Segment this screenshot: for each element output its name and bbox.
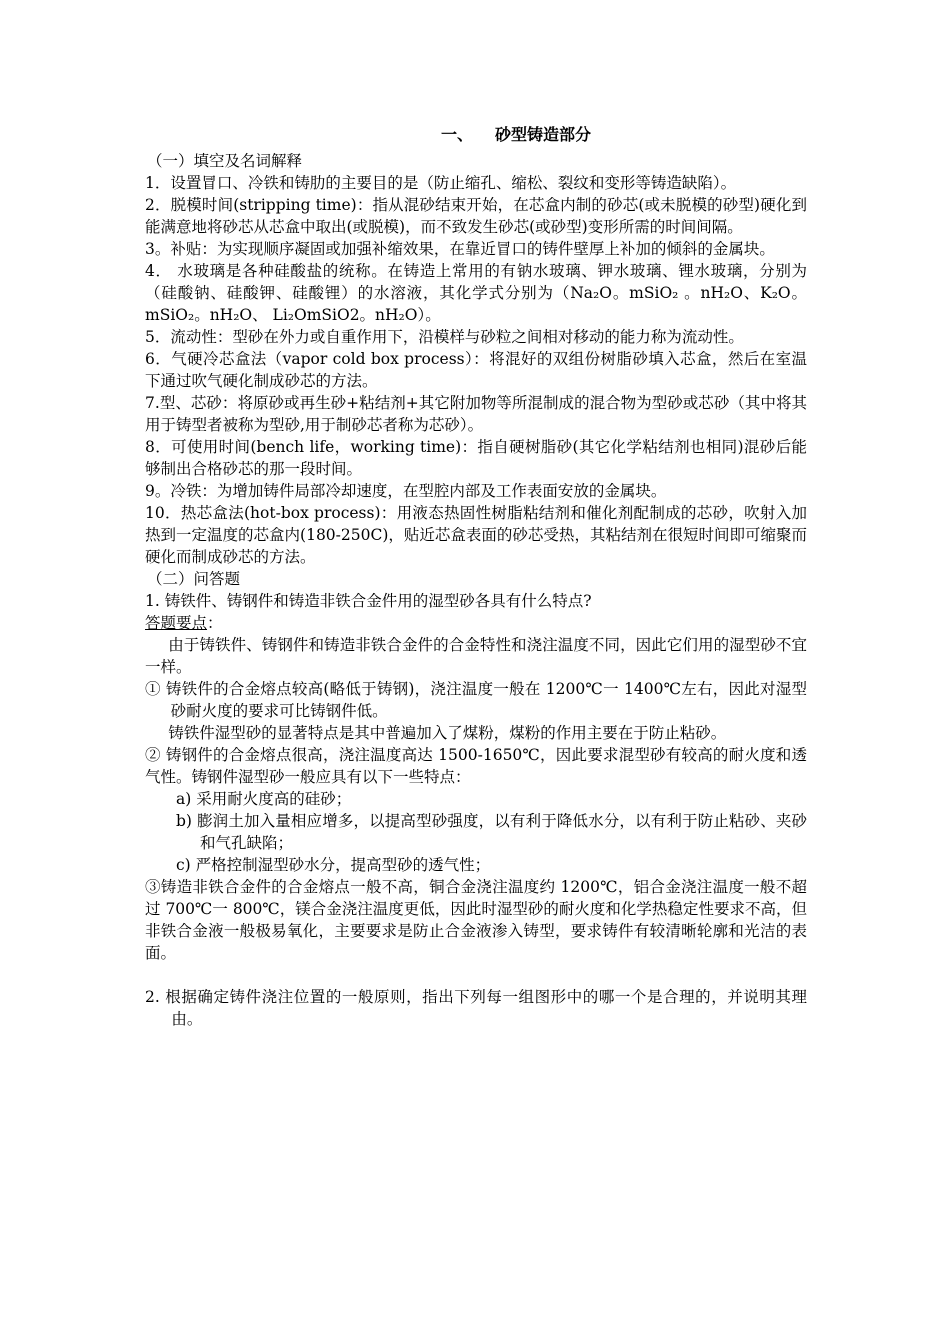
section2-heading: （二）问答题 <box>147 570 241 588</box>
answer-label-line <box>145 612 807 634</box>
definition-item-8: 8．可使用时间(bench life，working time)：指自硬树脂砂(其它化学粘结剂也相同)混砂后能够制出合格砂芯的那一段时间。 <box>145 438 807 478</box>
answer-point-1-continued: 铸铁件湿型砂的显著特点是其中普遍加入了煤粉，煤粉的作用主要在于防止粘砂。 <box>168 724 727 742</box>
definition-item-10: 10．热芯盒法(hot-box process)：用液态热固性树脂粘结剂和催化剂配制成的芯砂，吹射入加热到一定温度的芯盒内(180-250C)，贴近芯盒表面的砂芯受热，其粘结剂在很短时间即可缩聚而硬化而制成砂芯的方法。 <box>145 504 807 566</box>
definition-item-1: 1．设置冒口、冷铁和铸肋的主要目的是（防止缩孔、缩松、裂纹和变形等铸造缺陷）。 <box>145 174 737 192</box>
title-text: 砂型铸造部分 <box>495 125 592 144</box>
page-title <box>145 124 807 146</box>
answer-point-2: ② 铸钢件的合金熔点很高，浇注温度高达 1500-1650℃，因此要求混型砂有较高的耐火度和透气性。铸钢件湿型砂一般应具有以下一些特点： <box>145 746 807 786</box>
question-2: 2. 根据确定铸件浇注位置的一般原则，指出下列每一组图形中的哪一个是合理的，并说明其理由。 <box>145 988 807 1028</box>
answer-point-3: ③铸造非铁合金件的合金熔点一般不高，铜合金浇注温度约 1200℃，铝合金浇注温度一般不超过 700℃一 800℃，镁合金浇注温度更低，因此时湿型砂的耐火度和化学热稳定性要求不高，但非铁合金液一般极易氧化，主要要求是防止合金液渗入铸型，要求铸件有较清晰轮廓和光洁的表面。 <box>145 878 807 962</box>
answer-label: 答题要点 <box>145 614 208 632</box>
document-page <box>145 120 807 1030</box>
definition-item-3: 3。补贴：为实现顺序凝固或加强补缩效果，在靠近冒口的铸件壁厚上补加的倾斜的金属块。 <box>145 240 775 258</box>
section1-heading: （一）填空及名词解释 <box>147 152 303 170</box>
definition-item-9: 9。冷铁：为增加铸件局部冷却速度，在型腔内部及工作表面安放的金属块。 <box>145 482 667 500</box>
definition-item-2: 2．脱模时间(stripping time)：指从混砂结束开始，在芯盒内制的砂芯(或未脱模的砂型)硬化到能满意地将砂芯从芯盒中取出(或脱模)，而不致发生砂芯(或砂型)变形所需的时间间隔。 <box>145 196 807 236</box>
spacer <box>145 964 807 986</box>
answer-point-1: ① 铸铁件的合金熔点较高(略低于铸钢)，浇注温度一般在 1200℃一 1400℃左右，因此对湿型砂耐火度的要求可比铸钢件低。 <box>145 680 807 720</box>
sub-item-a: a) 采用耐火度高的硅砂； <box>176 790 352 808</box>
definition-item-5: 5．流动性：型砂在外力或自重作用下，沿模样与砂粒之间相对移动的能力称为流动性。 <box>145 328 744 346</box>
definition-item-7: 7.型、芯砂：将原砂或再生砂+粘结剂+其它附加物等所混制成的混合物为型砂或芯砂（其中将其用于铸型者被称为型砂,用于制砂芯者称为芯砂）。 <box>145 394 807 434</box>
title-number: 一、 <box>440 125 473 144</box>
sub-item-c: c) 严格控制湿型砂水分，提高型砂的透气性； <box>176 856 491 874</box>
answer-colon: ： <box>207 614 223 632</box>
definition-item-6: 6．气硬冷芯盒法（vapor cold box process）：将混好的双组份树脂砂填入芯盒，然后在室温下通过吹气硬化制成砂芯的方法。 <box>145 350 807 390</box>
sub-item-b: b) 膨润土加入量相应增多，以提高型砂强度，以有利于降低水分，以有利于防止粘砂、夹砂和气孔缺陷； <box>176 812 807 852</box>
definition-item-4: 4． 水玻璃是各种硅酸盐的统称。在铸造上常用的有钠水玻璃、钾水玻璃、锂水玻璃，分别为（硅酸钠、硅酸钾、硅酸锂）的水溶液，其化学式分别为（Na₂O。mSiO₂ 。nH₂O、K₂O。mSiO₂。nH₂O、 Li₂OmSiO2。nH₂O）。 <box>145 262 807 324</box>
question-1: 1. 铸铁件、铸钢件和铸造非铁合金件用的湿型砂各具有什么特点? <box>145 592 592 610</box>
answer-intro: 由于铸铁件、铸钢件和铸造非铁合金件的合金特性和浇注温度不同，因此它们用的湿型砂不宜一样。 <box>145 636 807 676</box>
